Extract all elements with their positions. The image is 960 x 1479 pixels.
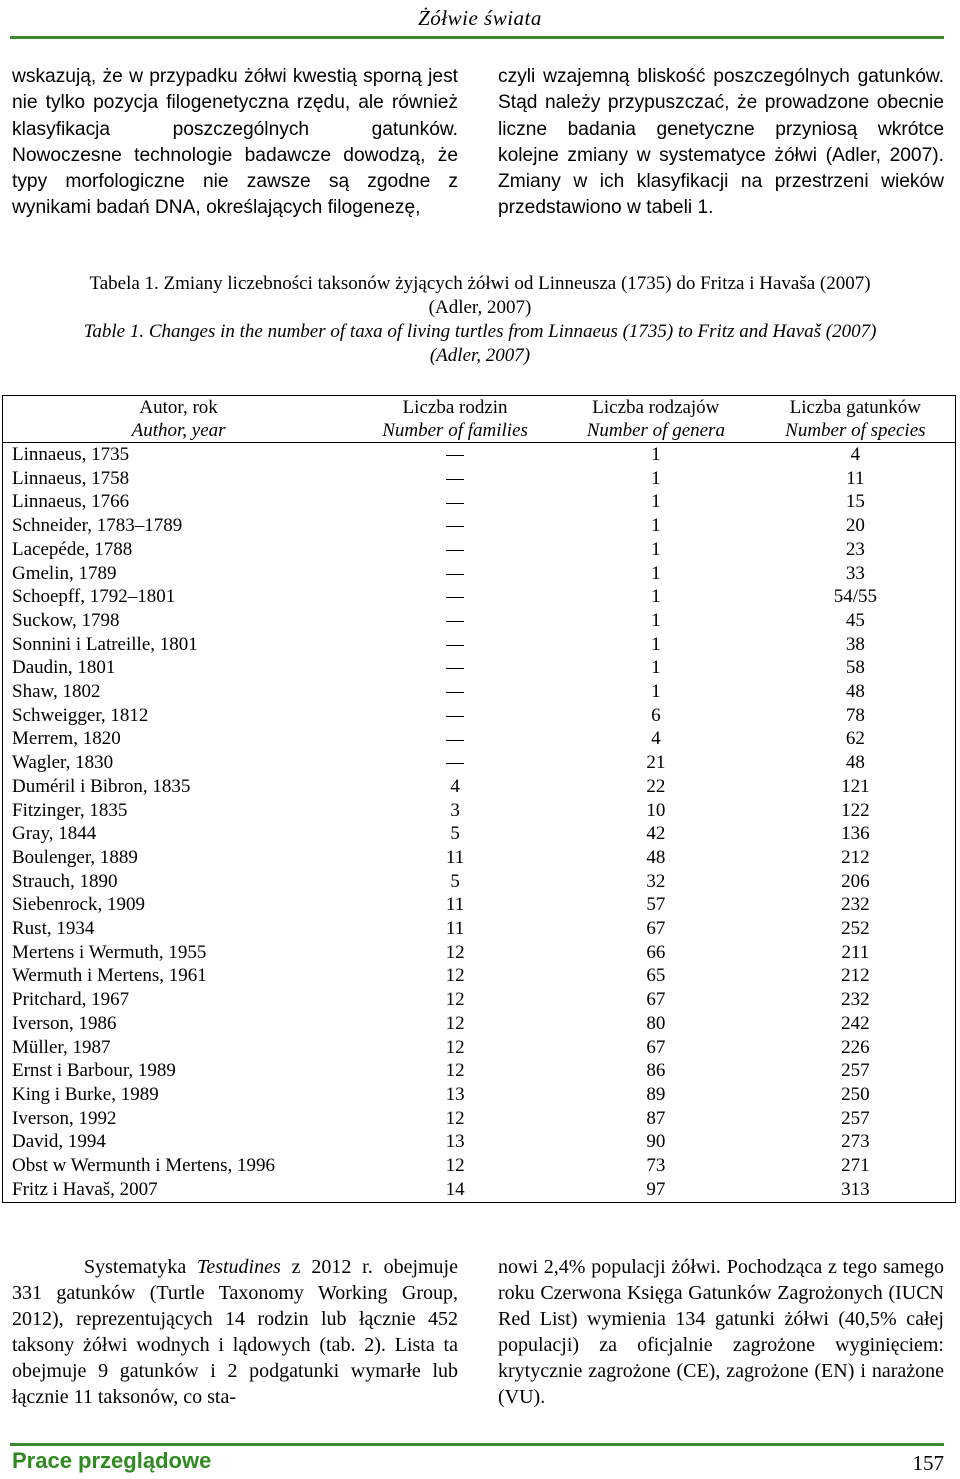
- cell-species: 232: [841, 989, 870, 1011]
- dash-mark: [446, 763, 464, 764]
- cell-genera: 1: [651, 515, 661, 537]
- cell-author: Fritz i Havaš, 2007: [3, 1178, 355, 1202]
- cell-species: 271: [841, 1155, 870, 1177]
- outro-left-column: [12, 1254, 458, 1410]
- table-row: [3, 467, 956, 491]
- cell-families: [354, 727, 556, 751]
- caption-pl-line1: Tabela 1. Zmiany liczebności taksonów żyjących żółwi od Linneusza (1735) do Fritza i Havaša (2007): [89, 273, 871, 294]
- cell-genera: 1: [651, 586, 661, 608]
- cell-author: Pritchard, 1967: [12, 989, 130, 1011]
- table-row: [3, 846, 956, 870]
- cell-genera: 97: [556, 1178, 756, 1202]
- table-row: [3, 988, 956, 1012]
- cell-families: [354, 680, 556, 704]
- cell-families: [354, 633, 556, 657]
- cell-species: 58: [845, 657, 865, 679]
- cell-genera: 67: [646, 1036, 666, 1058]
- cell-genera: 86: [646, 1060, 666, 1082]
- cell-author: Iverson, 1986: [12, 1012, 117, 1034]
- dash-mark: [446, 526, 464, 527]
- cell-author: Merrem, 1820: [12, 728, 121, 750]
- cell-author: Duméril i Bibron, 1835: [12, 775, 191, 797]
- cell-species: 257: [841, 1107, 870, 1129]
- cell-families: 5: [450, 823, 460, 845]
- cell-families: 3: [450, 799, 460, 821]
- cell-author: Schweigger, 1812: [12, 704, 149, 726]
- cell-genera: 1: [651, 657, 661, 679]
- cell-genera: 48: [646, 846, 666, 868]
- cell-families: 12: [445, 1060, 465, 1082]
- cell-families: 4: [450, 775, 460, 797]
- cell-species: 33: [845, 562, 865, 584]
- cell-genera: 42: [646, 823, 666, 845]
- cell-species: 48: [845, 681, 865, 703]
- cell-families: 12: [445, 989, 465, 1011]
- header-author: Autor, rok Author, year: [3, 396, 355, 443]
- dash-mark: [446, 716, 464, 717]
- dash-mark: [446, 574, 464, 575]
- header-genera: Liczba rodzajów Number of genera: [556, 396, 756, 443]
- intro-left-text: wskazują, że w przypadku żółwi kwestią sporną jest nie tylko pozycja filogenetyczna rzędu, ale również klasyfikacja poszczególnych gatunków. Nowoczesne technologie badawcze dowodzą, że typy morfologiczne nie zawsze są zgodne z wynikami badań DNA, określających filogenezę,: [12, 66, 458, 219]
- cell-families: 12: [445, 1107, 465, 1129]
- cell-species: 45: [845, 609, 865, 631]
- cell-author: Ernst i Barbour, 1989: [12, 1060, 176, 1082]
- cell-families: [354, 467, 556, 491]
- header-species: Liczba gatunków Number of species: [756, 396, 956, 443]
- cell-genera: 90: [646, 1131, 666, 1153]
- table-row: [3, 514, 956, 538]
- cell-species: 4: [850, 444, 861, 465]
- table-row: [3, 680, 956, 704]
- cell-author: Daudin, 1801: [12, 657, 116, 679]
- cell-species: 54/55: [833, 586, 877, 608]
- cell-author: Schneider, 1783–1789: [12, 515, 183, 537]
- cell-species: 250: [841, 1083, 870, 1105]
- table-row: [3, 609, 956, 633]
- cell-genera: 67: [646, 918, 666, 940]
- cell-families: 12: [445, 941, 465, 963]
- cell-families: [354, 562, 556, 586]
- cell-species: 136: [841, 823, 870, 845]
- cell-genera: 1: [651, 609, 661, 631]
- cell-species: 78: [845, 704, 865, 726]
- outro-right-text: nowi 2,4% populacji żółwi. Pochodząca z tego samego roku Czerwona Księga Gatunków Zagrożonych (IUCN Red List) wymienia 134 gatunki żółwi (40,5% całej populacji) za oficjalnie zagrożone wyginięciem: krytycznie zagrożone (CE), zagrożone (EN) i narażone (VU).: [498, 1256, 944, 1408]
- table-row: [3, 1130, 956, 1154]
- cell-species: 15: [845, 491, 865, 513]
- cell-species: 38: [845, 633, 865, 655]
- cell-genera: 1: [651, 633, 661, 655]
- cell-genera: 32: [646, 870, 666, 892]
- cell-families: 11: [445, 846, 465, 868]
- cell-author: Müller, 1987: [12, 1036, 111, 1058]
- cell-genera: 67: [646, 989, 666, 1011]
- caption-pl-line2: (Adler, 2007): [428, 297, 532, 318]
- dash-mark: [446, 455, 464, 456]
- cell-species: 252: [841, 918, 870, 940]
- cell-families: 13: [445, 1131, 465, 1153]
- cell-species: 48: [845, 752, 865, 774]
- table-row: [3, 822, 956, 846]
- cell-author: Linnaeus, 1735: [12, 444, 130, 465]
- cell-author: Gmelin, 1789: [12, 562, 117, 584]
- cell-genera: 1: [651, 538, 661, 560]
- dash-mark: [446, 740, 464, 741]
- cell-author: David, 1994: [12, 1131, 106, 1153]
- cell-families: [354, 585, 556, 609]
- page-number: 157: [912, 1451, 944, 1475]
- cell-species: 211: [841, 941, 870, 963]
- table-body: [3, 443, 956, 1203]
- cell-families: [354, 538, 556, 562]
- cell-species: 206: [841, 870, 870, 892]
- cell-author: Wagler, 1830: [12, 752, 114, 774]
- cell-species: 273: [841, 1131, 870, 1153]
- cell-families: [354, 656, 556, 680]
- cell-genera: 6: [651, 704, 661, 726]
- table-row: [3, 704, 956, 728]
- table-row: [3, 1036, 956, 1060]
- cell-species: 242: [841, 1012, 870, 1034]
- outro-right-column: [498, 1254, 944, 1410]
- cell-families: 14: [354, 1178, 556, 1202]
- table-row: [3, 893, 956, 917]
- cell-species: 212: [841, 965, 870, 987]
- footer-divider: [10, 1443, 944, 1446]
- table-caption: [0, 272, 960, 368]
- table-row: [3, 727, 956, 751]
- cell-genera: 73: [646, 1155, 666, 1177]
- table-row: [3, 490, 956, 514]
- cell-author: Linnaeus, 1758: [12, 467, 130, 489]
- cell-author: Rust, 1934: [12, 918, 95, 940]
- cell-genera: 57: [646, 894, 666, 916]
- cell-species: 23: [845, 538, 865, 560]
- table-row: [3, 1178, 956, 1202]
- cell-author: Fitzinger, 1835: [12, 799, 128, 821]
- cell-families: 12: [445, 965, 465, 987]
- cell-genera: 21: [646, 752, 666, 774]
- cell-genera: 1: [651, 467, 661, 489]
- cell-genera: 1: [651, 491, 661, 513]
- table-row: [3, 1083, 956, 1107]
- table-row: [3, 562, 956, 586]
- dash-mark: [446, 550, 464, 551]
- cell-author: Iverson, 1992: [12, 1107, 117, 1129]
- table-row: [3, 964, 956, 988]
- table-header-row: [3, 396, 956, 443]
- cell-author: Gray, 1844: [12, 823, 97, 845]
- table-row: [3, 1154, 956, 1178]
- cell-genera: 4: [651, 728, 661, 750]
- table-row: [3, 538, 956, 562]
- cell-families: 11: [445, 894, 465, 916]
- dash-mark: [446, 645, 464, 646]
- table-row: [3, 1107, 956, 1131]
- table-row: [3, 656, 956, 680]
- cell-families: [354, 514, 556, 538]
- cell-species: 20: [845, 515, 865, 537]
- cell-genera: 10: [646, 799, 666, 821]
- cell-species: 121: [841, 775, 870, 797]
- dash-mark: [446, 668, 464, 669]
- cell-author: Boulenger, 1889: [12, 846, 138, 868]
- dash-mark: [446, 597, 464, 598]
- table-row: [3, 799, 956, 823]
- outro-left-text: Systematyka Testudines z 2012 r. obejmuje 331 gatunków (Turtle Taxonomy Working Group, 2012), reprezentujących 14 rodzin lub łącznie 452 taksony żółwi wodnych i lądowych (tab. 2). Lista ta obejmuje 9 gatunków i 2 podgatunki wymarłe lub łącznie 11 taksonów, co sta-: [12, 1256, 458, 1408]
- cell-genera: 87: [646, 1107, 666, 1129]
- table-row: [3, 1012, 956, 1036]
- cell-genera: 65: [646, 965, 666, 987]
- cell-species: 313: [756, 1178, 956, 1202]
- cell-species: 232: [841, 894, 870, 916]
- intro-right-column: [498, 64, 944, 222]
- cell-genera: 22: [646, 775, 666, 797]
- intro-left-column: [12, 64, 458, 222]
- table-row: [3, 585, 956, 609]
- taxa-table: [2, 395, 956, 1203]
- cell-author: Sonnini i Latreille, 1801: [12, 633, 198, 655]
- cell-genera: 80: [646, 1012, 666, 1034]
- cell-author: Shaw, 1802: [12, 681, 101, 703]
- cell-families: 12: [445, 1012, 465, 1034]
- cell-genera: 1: [651, 444, 661, 465]
- caption-en-line2: (Adler, 2007): [429, 345, 531, 366]
- cell-author: Siebenrock, 1909: [12, 894, 145, 916]
- cell-species: 257: [841, 1060, 870, 1082]
- intro-right-text: czyli wzajemną bliskość poszczególnych gatunków. Stąd należy przypuszczać, że prowadzone obecnie liczne badania genetyczne przyniosą wkrótce kolejne zmiany w systematyce żółwi (Adler, 2007). Zmiany w ich klasyfikacji na przestrzeni wieków przedstawiono w tabeli 1.: [498, 66, 944, 219]
- cell-genera: 89: [646, 1083, 666, 1105]
- cell-author: Suckow, 1798: [12, 609, 120, 631]
- footer-section-label: Prace przeglądowe: [12, 1448, 212, 1473]
- cell-families: 13: [445, 1083, 465, 1105]
- cell-genera: 1: [651, 562, 661, 584]
- table-row: [3, 633, 956, 657]
- dash-mark: [446, 621, 464, 622]
- cell-species: 226: [841, 1036, 870, 1058]
- cell-author: Schoepff, 1792–1801: [12, 586, 176, 608]
- cell-author: Lacepéde, 1788: [12, 538, 133, 560]
- cell-families: 5: [450, 870, 460, 892]
- cell-author: Strauch, 1890: [12, 870, 118, 892]
- cell-families: [354, 443, 556, 467]
- table-row: [3, 775, 956, 799]
- header-divider: [10, 36, 944, 39]
- cell-species: 122: [841, 799, 870, 821]
- header-families: Liczba rodzin Number of families: [354, 396, 556, 443]
- cell-species: 11: [846, 467, 865, 489]
- cell-families: [354, 751, 556, 775]
- cell-author: Obst w Wermunth i Mertens, 1996: [12, 1155, 276, 1177]
- cell-genera: 66: [646, 941, 666, 963]
- cell-author: Mertens i Wermuth, 1955: [12, 941, 207, 963]
- cell-families: [354, 490, 556, 514]
- dash-mark: [446, 692, 464, 693]
- cell-families: [354, 704, 556, 728]
- cell-species: 62: [845, 728, 865, 750]
- running-header: Żółwie świata: [418, 6, 542, 30]
- cell-families: 12: [445, 1036, 465, 1058]
- table-row: [3, 870, 956, 894]
- dash-mark: [446, 503, 464, 504]
- table-row: [3, 751, 956, 775]
- caption-en-line1: Table 1. Changes in the number of taxa of living turtles from Linnaeus (1735) to Fritz and Havaš (2007): [83, 321, 877, 342]
- cell-genera: 1: [651, 681, 661, 703]
- table-row: [3, 941, 956, 965]
- cell-author: Wermuth i Mertens, 1961: [12, 965, 207, 987]
- cell-author: Linnaeus, 1766: [12, 491, 130, 513]
- dash-mark: [446, 479, 464, 480]
- cell-families: 12: [445, 1155, 465, 1177]
- cell-families: [354, 609, 556, 633]
- cell-families: 11: [445, 918, 465, 940]
- table-row: [3, 443, 956, 467]
- cell-author: King i Burke, 1989: [12, 1083, 159, 1105]
- table-row: [3, 1059, 956, 1083]
- cell-species: 212: [841, 846, 870, 868]
- table-row: [3, 917, 956, 941]
